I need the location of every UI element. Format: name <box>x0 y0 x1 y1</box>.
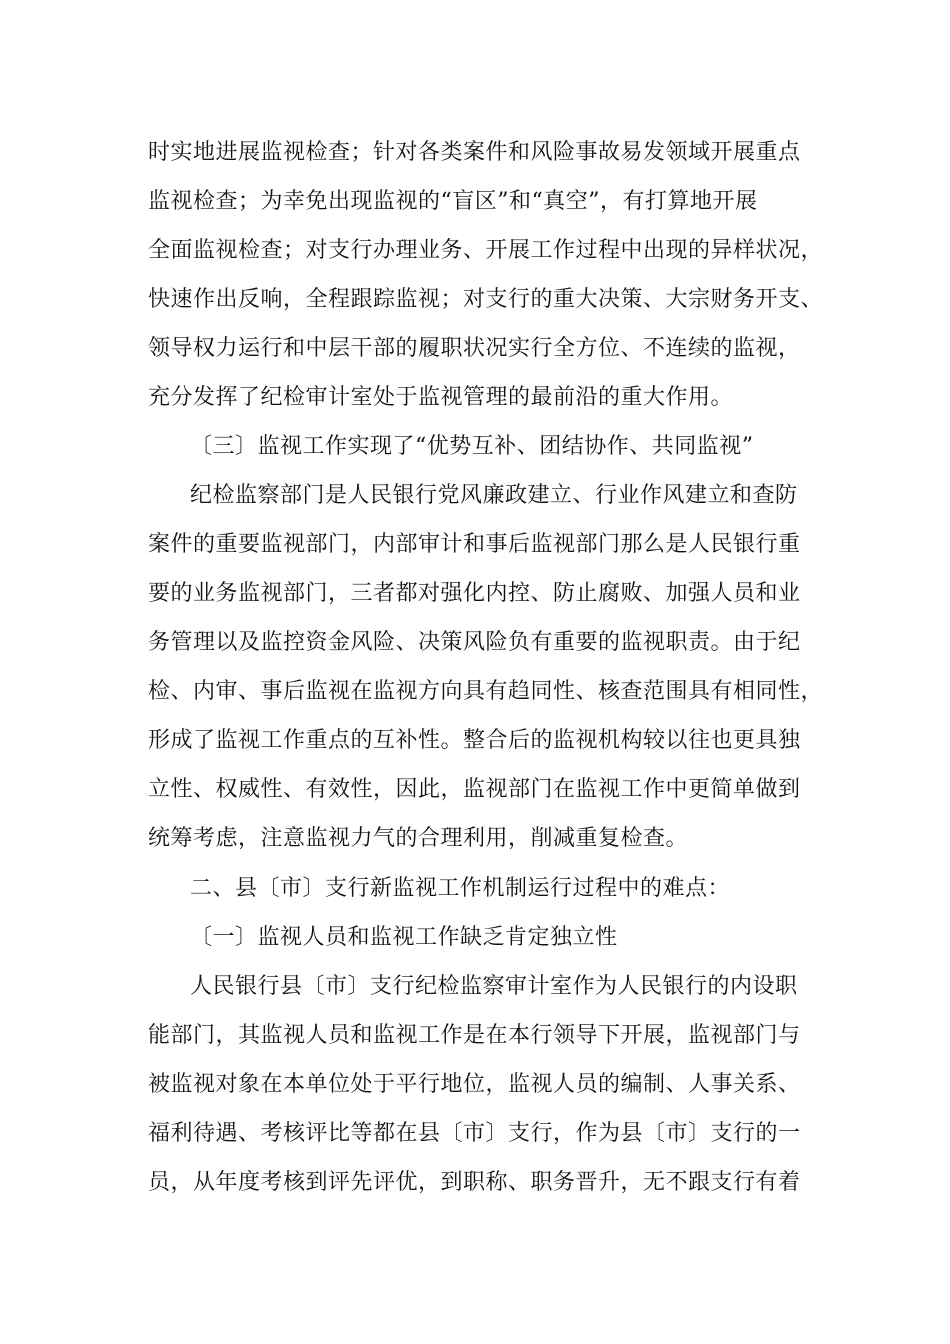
text-line: 统筹考虑，注意监视力气的合理利用，削减重复检查。 <box>148 826 689 851</box>
text-line: 要的业务监视部门，三者都对强化内控、防止腐败、加强人员和业 <box>148 581 801 606</box>
subsection-heading: 〔一〕监视人员和监视工作缺乏肯定独立性 <box>190 925 618 950</box>
text-line: 务管理以及监控资金风险、决策风险负有重要的监视职责。由于纪 <box>148 630 801 655</box>
text-line: 立性、权威性、有效性，因此，监视部门在监视工作中更简单做到 <box>148 777 801 802</box>
paragraph-first-line: 纪检监察部门是人民银行党风廉政建立、行业作风建立和查防 <box>190 483 798 508</box>
text-line: 监视检查；为幸免出现监视的“盲区”和“真空”，有打算地开展 <box>148 189 758 214</box>
text-line: 快速作出反响，全程跟踪监视；对支行的重大决策、大宗财务开支、 <box>148 287 824 312</box>
text-line: 全面监视检查；对支行办理业务、开展工作过程中出现的异样状况， <box>148 238 824 263</box>
text-line: 能部门，其监视人员和监视工作是在本行领导下开展，监视部门与 <box>148 1023 801 1048</box>
text-line: 员，从年度考核到评先评优，到职称、职务晋升，无不跟支行有着 <box>148 1170 801 1195</box>
text-line: 福利待遇、考核评比等都在县〔市〕支行，作为县〔市〕支行的一 <box>148 1121 801 1146</box>
text-line: 被监视对象在本单位处于平行地位，监视人员的编制、人事关系、 <box>148 1072 801 1097</box>
text-line: 检、内审、事后监视在监视方向具有趋同性、核查范围具有相同性， <box>148 679 824 704</box>
section-heading: 二、县〔市〕支行新监视工作机制运行过程中的难点： <box>190 876 731 901</box>
text-line: 案件的重要监视部门，内部审计和事后监视部门那么是人民银行重 <box>148 532 801 557</box>
text-line: 时实地进展监视检查；针对各类案件和风险事故易发领域开展重点 <box>148 140 801 165</box>
text-line: 形成了监视工作重点的互补性。整合后的监视机构较以往也更具独 <box>148 728 801 753</box>
section-heading: 〔三〕监视工作实现了“优势互补、团结协作、共同监视” <box>190 434 754 459</box>
text-line: 充分发挥了纪检审计室处于监视管理的最前沿的重大作用。 <box>148 385 734 410</box>
text-line: 领导权力运行和中层干部的履职状况实行全方位、不连续的监视， <box>148 336 801 361</box>
paragraph-first-line: 人民银行县〔市〕支行纪检监察审计室作为人民银行的内设职 <box>190 974 798 999</box>
